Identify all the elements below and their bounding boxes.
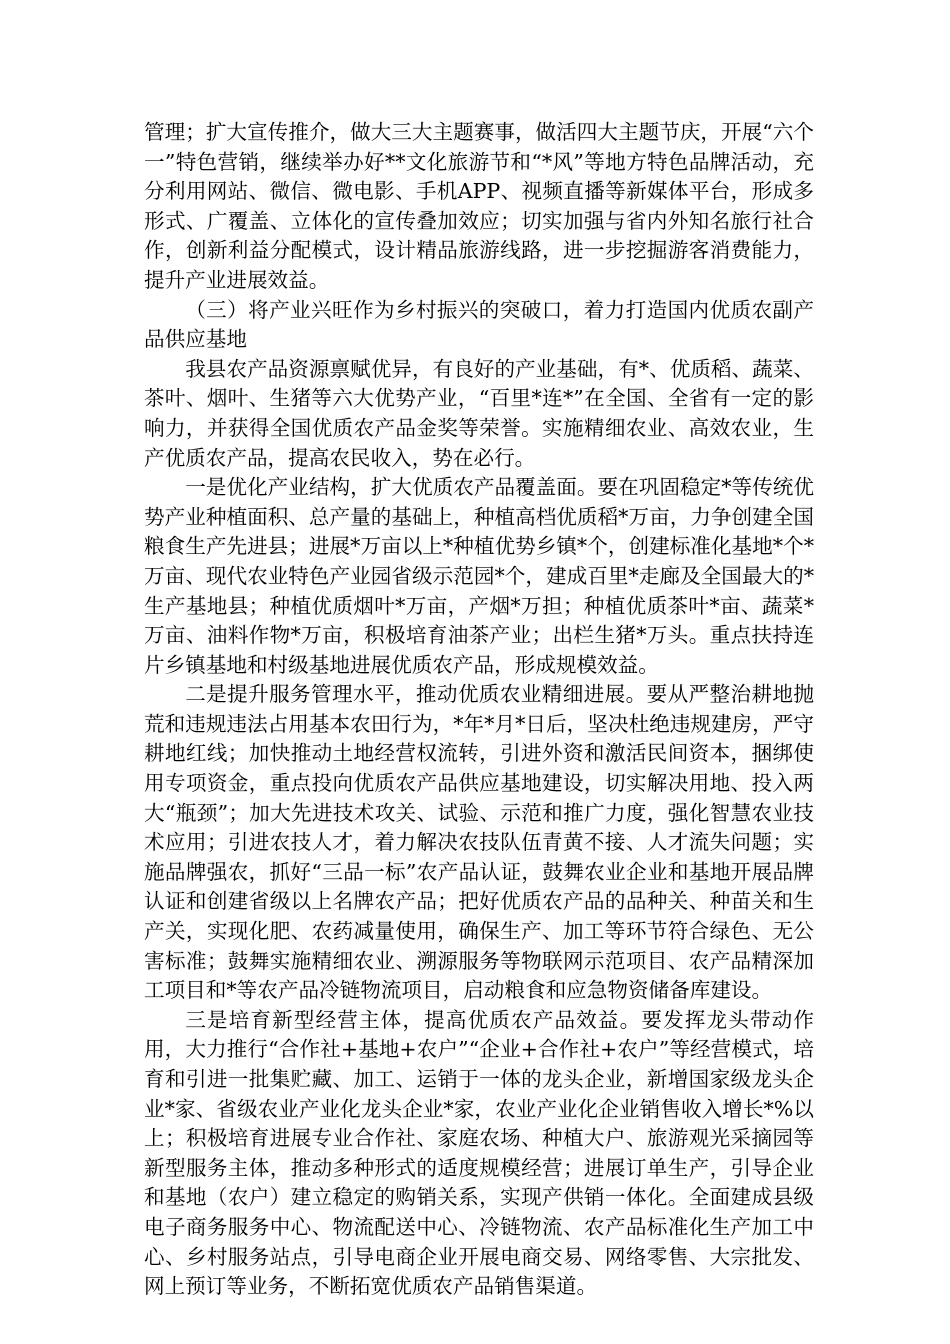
body-paragraph: 管理；扩大宣传推介，做大三大主题赛事，做活四大主题节庆，开展“六个一”特色营销，继续举办好**文化旅游节和“*风”等地方特色品牌活动，充分利用网站、微信、微电影、手机APP、视频直播等新媒体平台，形成多形式、广覆盖、立体化的宣传叠加效应；切实加强与省内外知名旅行社合作，创新利益分配模式，设计精品旅游线路，进一步挖掘游客消费能力，提升产业进展效益。 [144, 120, 814, 292]
body-paragraph: 二是提升服务管理水平，推动优质农业精细进展。要从严整治耕地抛荒和违规违法占用基本农田行为，*年*月*日后，坚决杜绝违规建房，严守耕地红线；加快推动土地经营权流转，引进外资和激活民间资本，捆绑使用专项资金，重点投向优质农产品供应基地建设，切实解决用地、投入两大“瓶颈”；加大先进技术攻关、试验、示范和推广力度，强化智慧农业技术应用；引进农技人才，着力解决农技队伍青黄不接、人才流失问题；实施品牌强农，抓好“三品一标”农产品认证，鼓舞农业企业和基地开展品牌认证和创建省级以上名牌农产品；把好优质农产品的品种关、种苗关和生产关，实现化肥、农药减量使用，确保生产、加工等环节符合绿色、无公害标准；鼓舞实施精细农业、溯源服务等物联网示范项目、农产品精深加工项目和*等农产品冷链物流项目，启动粮食和应急物资储备库建设。 [144, 682, 814, 1003]
section-heading: （三）将产业兴旺作为乡村振兴的突破口，着力打造国内优质农副产品供应基地 [144, 297, 814, 352]
body-paragraph: 三是培育新型经营主体，提高优质农产品效益。要发挥龙头带动作用，大力推行“合作社+基地+农户”“企业+合作社+农户”等经营模式，培育和引进一批集贮藏、加工、运销于一体的龙头企业，新增国家级龙头企业*家、省级农业产业化龙头企业*家，农业产业化企业销售收入增长*%以上；积极培育进展专业合作社、家庭农场、种植大户、旅游观光采摘园等新型服务主体，推动多种形式的适度规模经营；进展订单生产，引导企业和基地（农户）建立稳定的购销关系，实现产供销一体化。全面建成县级电子商务服务中心、物流配送中心、冷链物流、农产品标准化生产加工中心、乡村服务站点，引导电商企业开展电商交易、网络零售、大宗批发、网上预订等业务，不断拓宽优质农产品销售渠道。 [144, 1007, 814, 1299]
document-page [144, 118, 814, 1302]
body-paragraph: 我县农产品资源禀赋优异，有良好的产业基础，有*、优质稻、蔬菜、茶叶、烟叶、生猪等六大优势产业，“百里*连*”在全国、全省有一定的影响力，并获得全国优质农产品金奖等荣誉。实施精细农业、高效农业，生产优质农产品，提高农民收入，势在必行。 [144, 356, 814, 470]
body-paragraph: 一是优化产业结构，扩大优质农产品覆盖面。要在巩固稳定*等传统优势产业种植面积、总产量的基础上，种植高档优质稻*万亩，力争创建全国粮食生产先进县；进展*万亩以上*种植优势乡镇*个，创建标准化基地*个*万亩、现代农业特色产业园省级示范园*个，建成百里*走廊及全国最大的*生产基地县；种植优质烟叶*万亩，产烟*万担；种植优质茶叶*亩、蔬菜*万亩、油料作物*万亩，积极培育油茶产业；出栏生猪*万头。重点扶持连片乡镇基地和村级基地进展优质农产品，形成规模效益。 [144, 475, 814, 677]
